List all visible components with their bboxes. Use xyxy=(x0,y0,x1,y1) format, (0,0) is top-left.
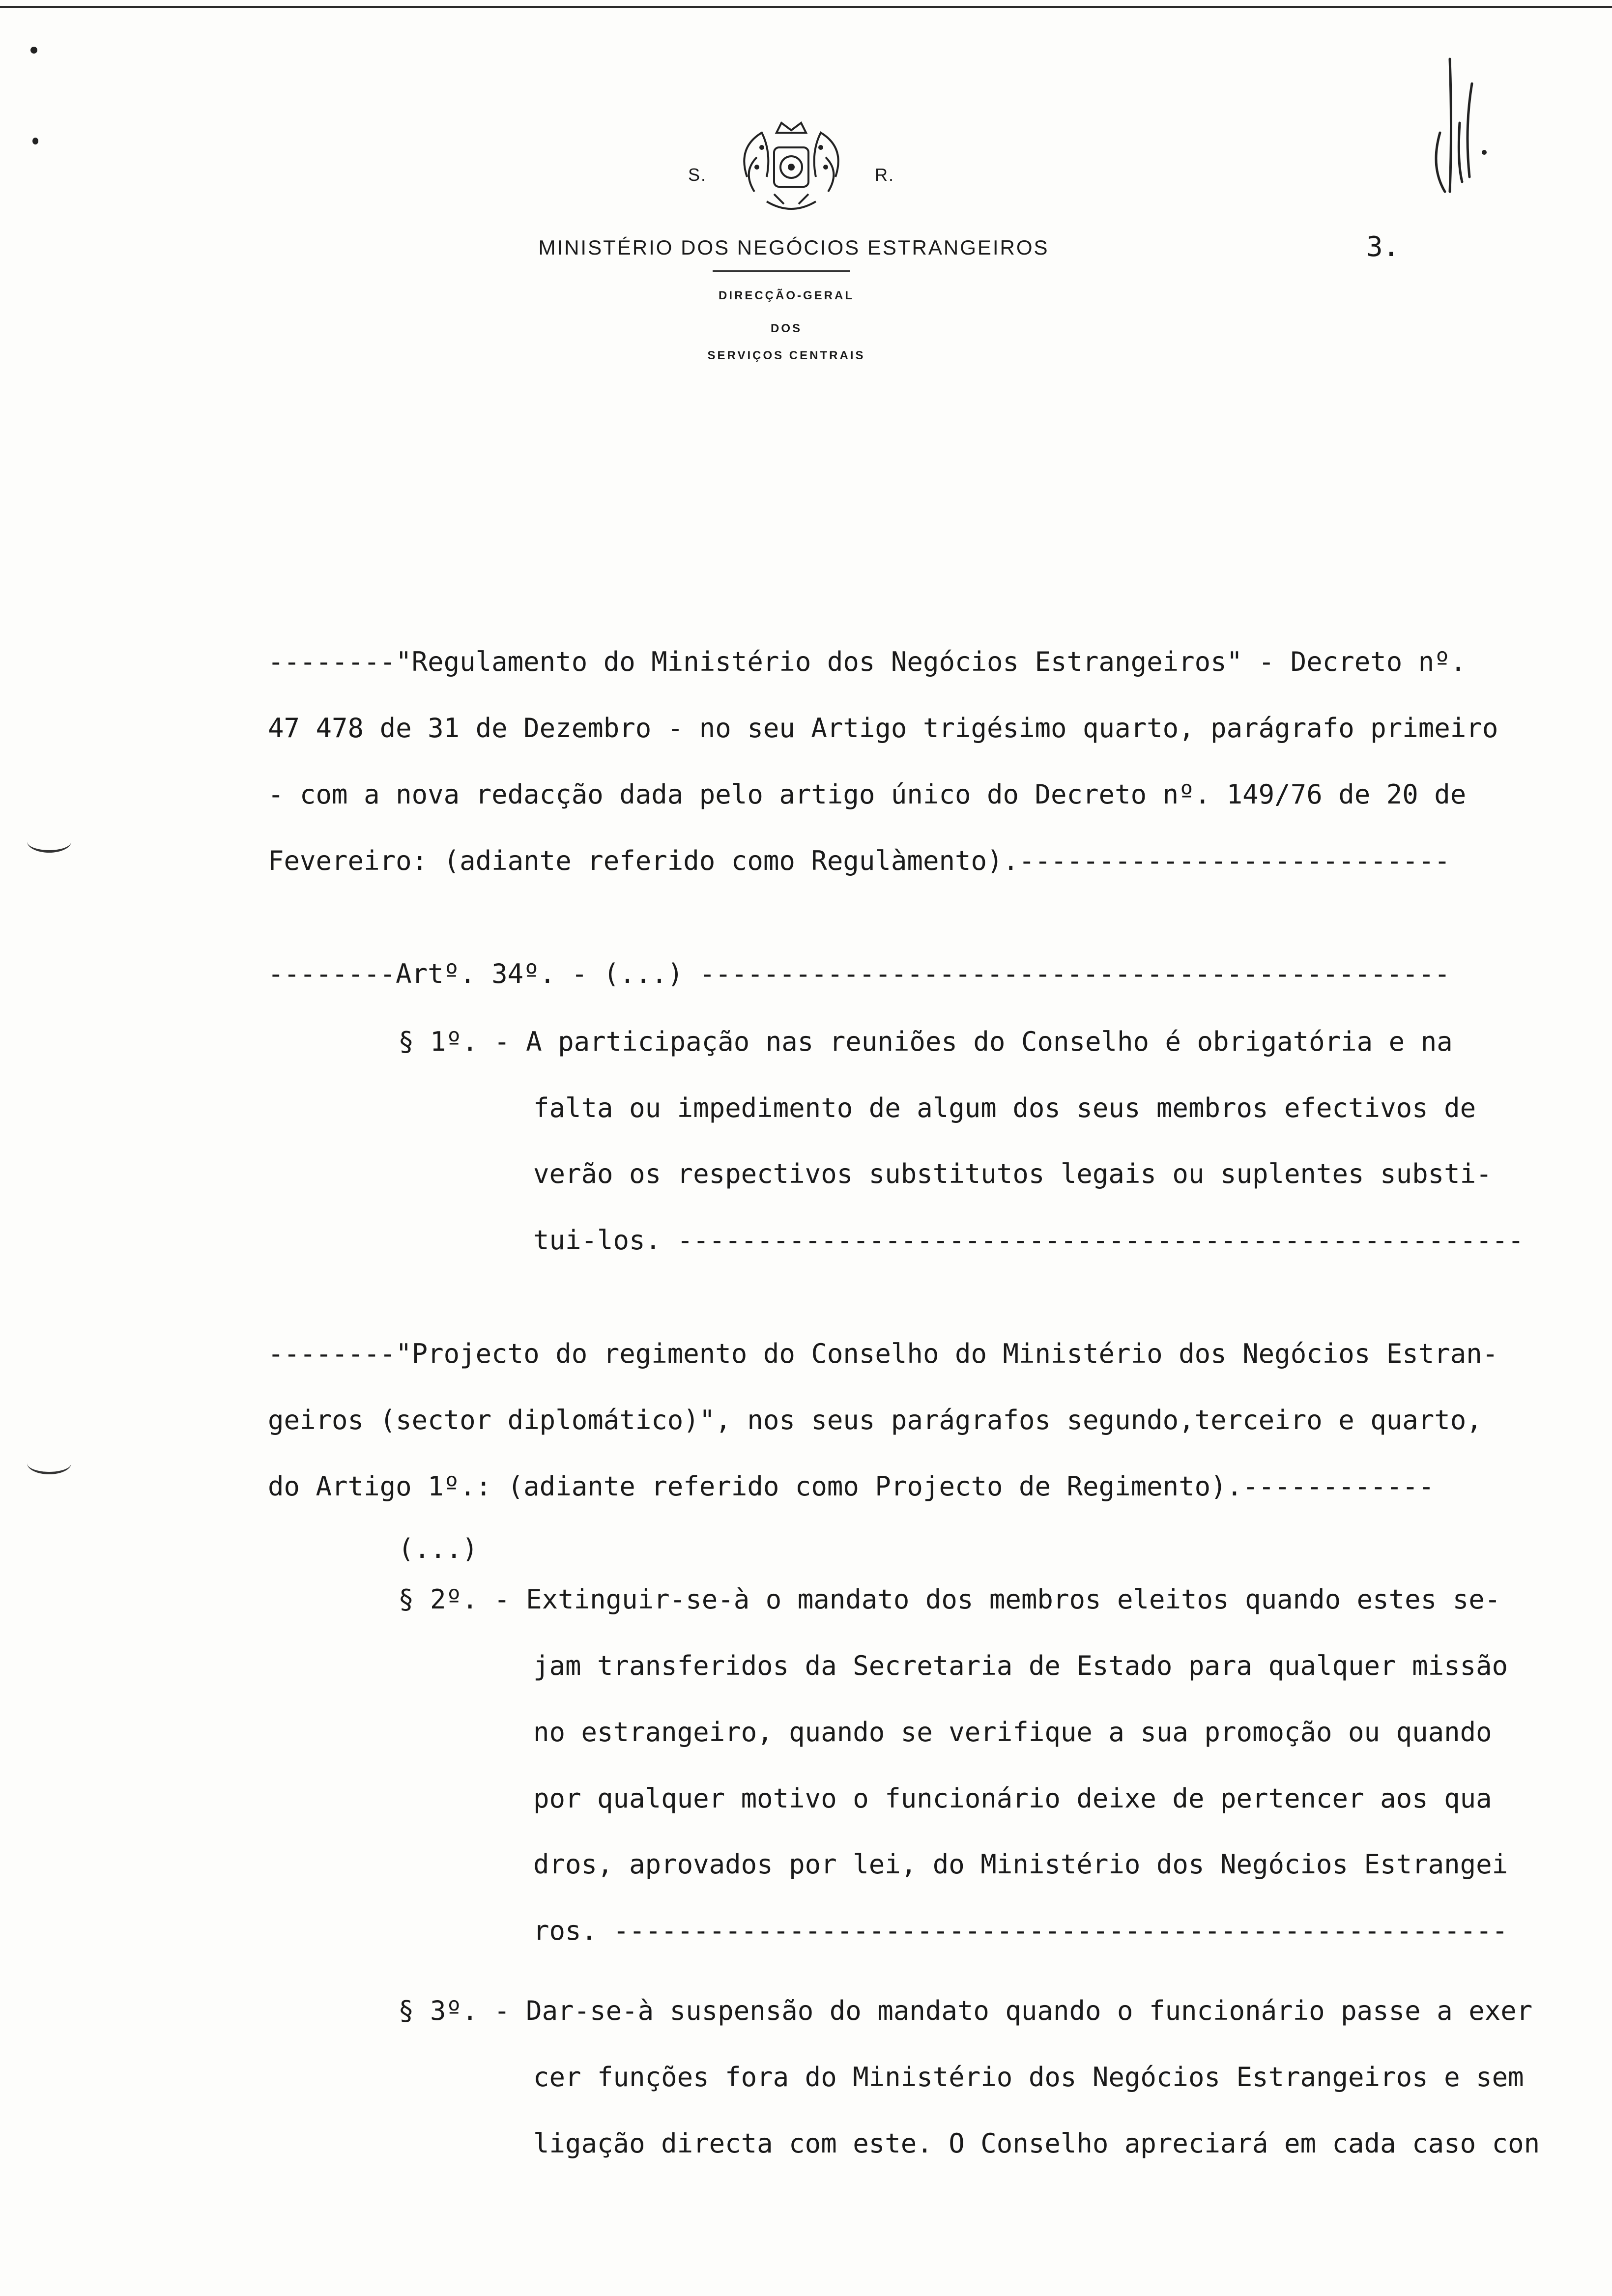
binding-curve xyxy=(27,1452,71,1474)
paragraph-line: § 2º. - Extinguir-se-à o mandato dos membros eleitos quando estes se- xyxy=(398,1584,1501,1615)
ellipsis-line: (...) xyxy=(398,1533,478,1564)
ministry-underline xyxy=(713,270,850,272)
handwritten-initials xyxy=(1415,54,1494,201)
binding-curve xyxy=(27,831,71,853)
paragraph-line: por qualquer motivo o funcionário deixe de pertencer aos qua xyxy=(533,1783,1492,1814)
text-line: --------"Projecto do regimento do Conselho do Ministério dos Negócios Estran- xyxy=(268,1338,1498,1369)
text-line: 47 478 de 31 de Dezembro - no seu Artigo trigésimo quarto, parágrafo primeiro xyxy=(268,713,1498,744)
header-left-letter: S. xyxy=(688,165,707,185)
punch-mark xyxy=(32,138,38,144)
ministry-title: MINISTÉRIO DOS NEGÓCIOS ESTRANGEIROS xyxy=(538,236,1049,259)
page-number: 3. xyxy=(1366,231,1400,263)
text-line: do Artigo 1º.: (adiante referido como Projecto de Regimento).------------ xyxy=(268,1471,1435,1502)
paragraph-line: ligação directa com este. O Conselho apreciará em cada caso con xyxy=(533,2128,1540,2159)
paragraph-line: verão os respectivos substitutos legais ou suplentes substi- xyxy=(533,1158,1492,1189)
paragraph-line: no estrangeiro, quando se verifique a sua promoção ou quando xyxy=(533,1717,1492,1748)
paragraph-line: tui-los. ----------------------------------------------------- xyxy=(533,1225,1524,1256)
text-line: --------"Regulamento do Ministério dos Negócios Estrangeiros" - Decreto nº. xyxy=(268,646,1467,677)
subline-direccao: DIRECÇÃO-GERAL xyxy=(719,289,854,302)
top-edge-rule xyxy=(0,6,1612,8)
text-line: geiros (sector diplomático)", nos seus parágrafos segundo,terceiro e quarto, xyxy=(268,1405,1482,1435)
subline-servicos: SERVIÇOS CENTRAIS xyxy=(707,349,865,362)
text-line: - com a nova redacção dada pelo artigo único do Decreto nº. 149/76 de 20 de xyxy=(268,779,1467,810)
text-line: --------Artº. 34º. - (...) ----------------------------------------------- xyxy=(268,958,1450,989)
paragraph-line: cer funções fora do Ministério dos Negócios Estrangeiros e sem xyxy=(533,2062,1524,2093)
header-right-letter: R. xyxy=(875,165,894,185)
coat-of-arms-seal xyxy=(727,118,855,216)
subline-dos: DOS xyxy=(770,322,802,335)
punch-mark xyxy=(30,47,37,54)
paragraph-line: ros. -------------------------------------------------------- xyxy=(533,1915,1508,1946)
paragraph-line: § 1º. - A participação nas reuniões do Conselho é obrigatória e na xyxy=(398,1026,1453,1057)
paragraph-line: § 3º. - Dar-se-à suspensão do mandato quando o funcionário passe a exer xyxy=(398,1995,1533,2026)
paragraph-line: jam transferidos da Secretaria de Estado para qualquer missão xyxy=(533,1650,1508,1681)
paragraph-line: falta ou impedimento de algum dos seus membros efectivos de xyxy=(533,1092,1476,1123)
text-line: Fevereiro: (adiante referido como Regulàmento).--------------------------- xyxy=(268,845,1450,876)
paragraph-line: dros, aprovados por lei, do Ministério dos Negócios Estrangei xyxy=(533,1849,1508,1880)
